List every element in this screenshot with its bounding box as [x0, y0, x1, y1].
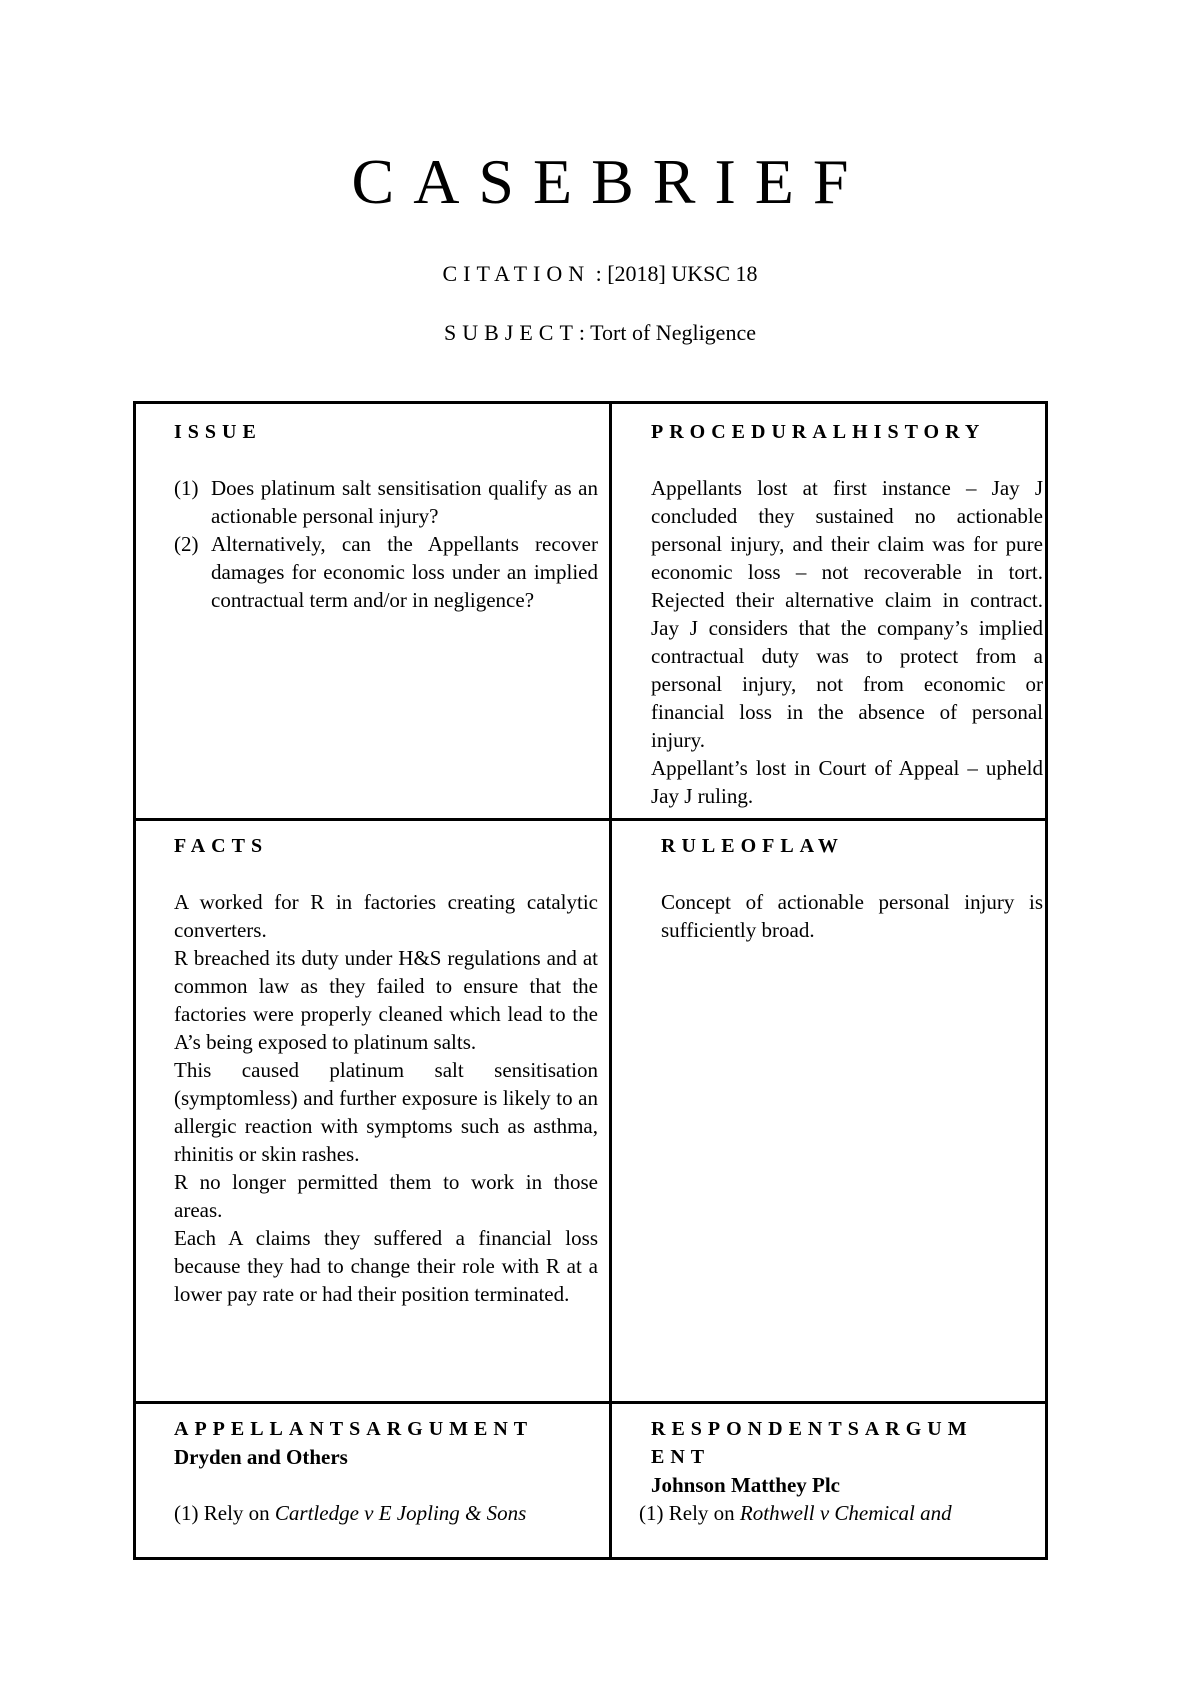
issue-list	[174, 474, 598, 614]
appellants-argument-item	[174, 1499, 598, 1527]
facts-paragraph: R breached its duty under H&S regulations and at common law as they failed to ensure that the factories were properly cleaned which lead to the A’s being exposed to platinum salts.	[174, 946, 598, 1054]
issue-cell	[174, 418, 598, 614]
facts-paragraph: Each A claims they suffered a financial loss because they had to change their role with R at a lower pay rate or had their position terminated.	[174, 1226, 598, 1306]
rule-of-law-heading: RULEOFLAW	[661, 835, 844, 857]
cited-case: Cartledge v E Jopling & Sons	[274, 1501, 527, 1525]
citation-value: : [2018] UKSC 18	[595, 261, 758, 286]
procedural-history-heading: PROCEDURALHISTORY	[651, 421, 986, 443]
respondents-argument-item	[639, 1499, 1043, 1527]
facts-heading: FACTS	[174, 835, 269, 857]
facts-paragraph: This caused platinum salt sensitisation (symptomless) and further exposure is likely to an allergic reaction with symptoms such as asthma, rhinitis or skin rashes.	[174, 1058, 598, 1166]
issue-item-text: Does platinum salt sensitisation qualify as an actionable personal injury?	[211, 476, 598, 528]
procedural-history-paragraph: Appellant’s lost in Court of Appeal – upheld Jay J ruling.	[651, 756, 1043, 808]
citation-line	[0, 261, 1200, 287]
cited-case: Rothwell v Chemical and	[739, 1501, 952, 1525]
item-number: (1)	[639, 1501, 664, 1525]
facts-paragraph: R no longer permitted them to work in those areas.	[174, 1170, 598, 1222]
respondents-argument-heading: RESPONDENTSARGUM	[651, 1418, 973, 1440]
row-divider-1	[136, 818, 1045, 821]
appellants-party: Dryden and Others	[174, 1445, 348, 1469]
facts-cell	[174, 832, 598, 1308]
item-prefix: Rely on	[668, 1501, 740, 1525]
respondents-argument-cell	[639, 1415, 1043, 1527]
procedural-history-paragraph: Appellants lost at first instance – Jay J concluded they sustained no actionable personal injury, and their claim was for pure economic loss – not recoverable in tort. Rejected their alternative claim in contract. Jay J considers that the company’s implied contractual duty was to protect from a personal injury, not from economic or financial loss in the absence of personal injury.	[651, 476, 1043, 752]
subject-value: : Tort of Negligence	[578, 320, 756, 345]
rule-of-law-cell	[661, 832, 1043, 944]
procedural-history-cell	[651, 418, 1043, 810]
respondents-argument-heading-cont: ENT	[651, 1446, 711, 1468]
document-title: CASEBRIEF	[351, 146, 868, 217]
item-prefix: Rely on	[203, 1501, 275, 1525]
respondents-party: Johnson Matthey Plc	[651, 1473, 840, 1497]
subject-line	[0, 320, 1200, 346]
rule-of-law-text: Concept of actionable personal injury is sufficiently broad.	[661, 890, 1043, 942]
issue-item	[174, 530, 598, 614]
issue-item	[174, 474, 598, 530]
appellants-argument-cell	[174, 1415, 598, 1527]
facts-paragraph: A worked for R in factories creating catalytic converters.	[174, 890, 598, 942]
column-divider	[609, 404, 612, 1557]
appellants-argument-heading: APPELLANTSARGUMENT	[174, 1418, 534, 1440]
issue-heading: ISSUE	[174, 421, 262, 443]
subject-label: SUBJECT	[444, 320, 579, 345]
issue-item-number: (1)	[174, 476, 199, 500]
item-number: (1)	[174, 1501, 199, 1525]
case-brief-table	[133, 401, 1048, 1560]
issue-item-number: (2)	[174, 532, 199, 556]
issue-item-text: Alternatively, can the Appellants recover damages for economic loss under an implied contractual term and/or in negligence?	[211, 532, 598, 612]
citation-label: CITATION	[442, 261, 591, 286]
row-divider-2	[136, 1401, 1045, 1404]
